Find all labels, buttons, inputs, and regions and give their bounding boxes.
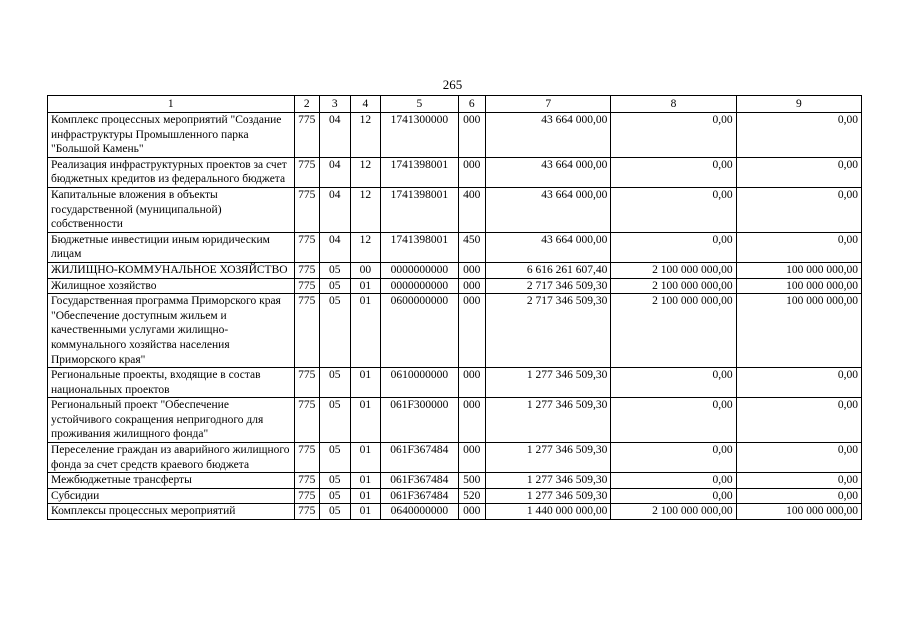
row-name: Капитальные вложения в объекты государственной (муниципальной) собственности [48,187,295,232]
row-amount-col8: 0,00 [611,488,736,504]
row-amount-col8: 2 100 000 000,00 [611,262,736,278]
page-number: 265 [442,77,463,92]
row-code-target: 0000000000 [381,262,458,278]
row-amount-col8: 0,00 [611,398,736,443]
row-code-target: 1741398001 [381,157,458,187]
column-header-4: 4 [350,96,381,113]
table-row [48,187,862,232]
row-code-admin: 775 [294,157,319,187]
row-code-subsection: 01 [350,473,381,489]
row-name: ЖИЛИЩНО-КОММУНАЛЬНОЕ ХОЗЯЙСТВО [48,262,295,278]
column-header-9: 9 [736,96,861,113]
header-row [48,96,862,113]
row-code-admin: 775 [294,187,319,232]
row-code-section: 04 [320,113,351,158]
table-row [48,157,862,187]
table-row [48,113,862,158]
row-code-subsection: 01 [350,398,381,443]
row-code-admin: 775 [294,398,319,443]
row-amount-col7: 1 277 346 509,30 [486,488,611,504]
table-row [48,488,862,504]
row-amount-col7: 43 664 000,00 [486,232,611,262]
row-amount-col9: 0,00 [736,443,861,473]
row-code-admin: 775 [294,443,319,473]
table-row [48,473,862,489]
row-name: Государственная программа Приморского края "Обеспечение доступным жильем и качественными услугами жилищно-коммунального хозяйства населения Приморского края" [48,294,295,368]
row-amount-col9: 0,00 [736,473,861,489]
row-code-subsection: 12 [350,157,381,187]
row-amount-col8: 2 100 000 000,00 [611,278,736,294]
column-header-5: 5 [381,96,458,113]
row-code-expense-type: 450 [458,232,486,262]
row-name: Реализация инфраструктурных проектов за счет бюджетных кредитов из федерального бюджета [48,157,295,187]
row-amount-col9: 100 000 000,00 [736,262,861,278]
row-code-expense-type: 000 [458,294,486,368]
row-amount-col8: 2 100 000 000,00 [611,294,736,368]
row-amount-col7: 2 717 346 509,30 [486,278,611,294]
row-code-target: 0000000000 [381,278,458,294]
row-name: Субсидии [48,488,295,504]
row-code-target: 1741398001 [381,232,458,262]
row-code-subsection: 01 [350,504,381,520]
row-amount-col8: 0,00 [611,113,736,158]
row-amount-col9: 0,00 [736,232,861,262]
row-code-expense-type: 000 [458,262,486,278]
table-row [48,278,862,294]
row-code-section: 05 [320,368,351,398]
row-code-admin: 775 [294,294,319,368]
row-code-target: 061F300000 [381,398,458,443]
row-name: Межбюджетные трансферты [48,473,295,489]
row-amount-col7: 43 664 000,00 [486,113,611,158]
row-amount-col8: 0,00 [611,157,736,187]
row-name: Жилищное хозяйство [48,278,295,294]
row-code-target: 1741300000 [381,113,458,158]
row-code-target: 061F367484 [381,473,458,489]
row-amount-col7: 2 717 346 509,30 [486,294,611,368]
table-row [48,262,862,278]
row-code-admin: 775 [294,488,319,504]
row-amount-col8: 0,00 [611,368,736,398]
row-code-subsection: 01 [350,294,381,368]
row-amount-col8: 0,00 [611,232,736,262]
row-amount-col8: 0,00 [611,187,736,232]
column-header-1: 1 [48,96,295,113]
row-code-admin: 775 [294,473,319,489]
row-code-target: 0640000000 [381,504,458,520]
column-header-2: 2 [294,96,319,113]
row-code-subsection: 01 [350,368,381,398]
row-code-expense-type: 000 [458,398,486,443]
row-amount-col9: 0,00 [736,187,861,232]
row-code-section: 05 [320,278,351,294]
row-amount-col8: 2 100 000 000,00 [611,504,736,520]
table-row [48,294,862,368]
row-code-admin: 775 [294,262,319,278]
row-amount-col9: 0,00 [736,368,861,398]
row-code-section: 05 [320,488,351,504]
row-name: Комплексы процессных мероприятий [48,504,295,520]
row-code-expense-type: 000 [458,157,486,187]
row-code-admin: 775 [294,368,319,398]
row-name: Бюджетные инвестиции иным юридическим лицам [48,232,295,262]
row-amount-col8: 0,00 [611,473,736,489]
row-name: Комплекс процессных мероприятий "Создание инфраструктуры Промышленного парка "Большой Камень" [48,113,295,158]
row-code-admin: 775 [294,504,319,520]
row-code-subsection: 12 [350,187,381,232]
row-name: Региональный проект "Обеспечение устойчивого сокращения непригодного для проживания жилищного фонда" [48,398,295,443]
row-code-subsection: 00 [350,262,381,278]
row-code-section: 05 [320,443,351,473]
row-code-target: 0600000000 [381,294,458,368]
row-code-target: 0610000000 [381,368,458,398]
row-code-expense-type: 000 [458,368,486,398]
row-amount-col7: 1 440 000 000,00 [486,504,611,520]
row-amount-col7: 1 277 346 509,30 [486,443,611,473]
row-code-section: 04 [320,187,351,232]
row-code-subsection: 01 [350,443,381,473]
row-code-expense-type: 000 [458,443,486,473]
row-code-section: 05 [320,262,351,278]
column-header-7: 7 [486,96,611,113]
row-amount-col9: 0,00 [736,398,861,443]
column-header-8: 8 [611,96,736,113]
row-code-expense-type: 400 [458,187,486,232]
table-row [48,443,862,473]
row-amount-col9: 0,00 [736,157,861,187]
column-header-3: 3 [320,96,351,113]
row-amount-col7: 6 616 261 607,40 [486,262,611,278]
row-name: Региональные проекты, входящие в состав национальных проектов [48,368,295,398]
row-amount-col7: 1 277 346 509,30 [486,398,611,443]
row-code-expense-type: 500 [458,473,486,489]
row-amount-col7: 43 664 000,00 [486,157,611,187]
row-code-section: 04 [320,232,351,262]
row-code-subsection: 12 [350,232,381,262]
row-code-section: 05 [320,473,351,489]
row-code-admin: 775 [294,232,319,262]
row-code-target: 061F367484 [381,488,458,504]
row-name: Переселение граждан из аварийного жилищного фонда за счет средств краевого бюджета [48,443,295,473]
table-row [48,232,862,262]
row-amount-col7: 43 664 000,00 [486,187,611,232]
budget-table [47,95,862,520]
row-amount-col9: 0,00 [736,488,861,504]
row-code-expense-type: 000 [458,113,486,158]
row-code-subsection: 01 [350,488,381,504]
row-code-admin: 775 [294,278,319,294]
row-code-subsection: 12 [350,113,381,158]
row-code-target: 061F367484 [381,443,458,473]
row-code-admin: 775 [294,113,319,158]
row-code-section: 05 [320,504,351,520]
row-amount-col9: 100 000 000,00 [736,278,861,294]
row-code-subsection: 01 [350,278,381,294]
row-code-section: 05 [320,294,351,368]
row-amount-col8: 0,00 [611,443,736,473]
row-code-expense-type: 520 [458,488,486,504]
row-code-section: 05 [320,398,351,443]
row-amount-col7: 1 277 346 509,30 [486,368,611,398]
table-row [48,504,862,520]
row-amount-col9: 100 000 000,00 [736,504,861,520]
column-header-6: 6 [458,96,486,113]
row-code-target: 1741398001 [381,187,458,232]
row-code-section: 04 [320,157,351,187]
row-amount-col9: 100 000 000,00 [736,294,861,368]
row-code-expense-type: 000 [458,278,486,294]
table-row [48,398,862,443]
table-row [48,368,862,398]
row-amount-col9: 0,00 [736,113,861,158]
row-code-expense-type: 000 [458,504,486,520]
row-amount-col7: 1 277 346 509,30 [486,473,611,489]
